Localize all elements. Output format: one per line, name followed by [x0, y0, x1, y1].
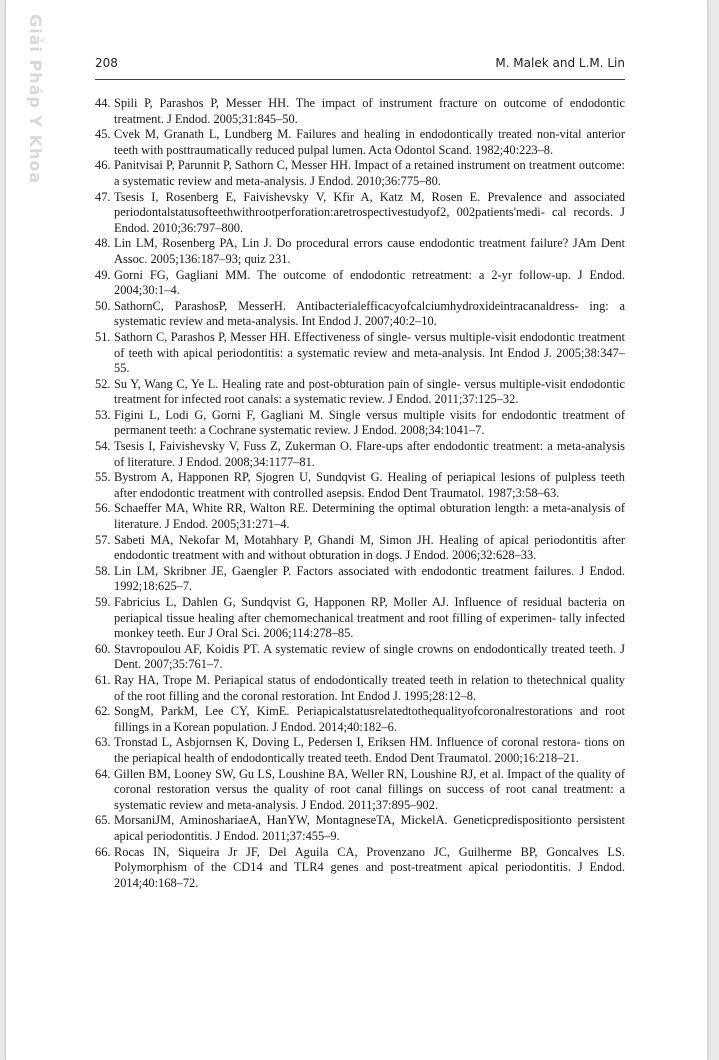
reference-item: [95, 767, 625, 814]
reference-number: 49.: [95, 267, 111, 282]
reference-text: Spili P, Parashos P, Messer HH. The impact of instrument fracture on outcome of endodontic treatment. J Endod. 2005;31:845–50.: [114, 96, 625, 126]
header-divider: [95, 79, 625, 80]
reference-item: [95, 735, 625, 766]
reference-text: Rocas IN, Siqueira Jr JF, Del Aguila CA, Provenzano JC, Guilherme BP, Goncalves LS. Polymorphism of the CD14 and TLR4 genes and post-treatment apical periodontitis. J Endod. 2014;40:168–72.: [114, 844, 625, 890]
reference-item: [95, 533, 625, 564]
reference-text: MorsaniJM, AminoshariaeA, HanYW, MontagneseTA, MickelA. Geneticpredispositionto persistent apical periodontitis. J Endod. 2011;37:455–9.: [114, 813, 625, 843]
reference-item: [95, 704, 625, 735]
page-number: 208: [95, 56, 118, 70]
reference-text: SathornC, ParashosP, MesserH. Antibacterialefficacyofcalciumhydroxideintracanaldress- ing: a systematic review and meta-analysis. Int Endod J. 2007;40:2–10.: [114, 298, 625, 329]
reference-number: 61.: [95, 672, 111, 687]
reference-item: [95, 127, 625, 158]
reference-item: [95, 470, 625, 501]
reference-list: [95, 96, 625, 891]
reference-item: [95, 845, 625, 892]
reference-number: 65.: [95, 813, 111, 828]
reference-number: 48.: [95, 236, 111, 251]
reference-item: [95, 190, 625, 237]
reference-number: 60.: [95, 641, 111, 656]
reference-number: 55.: [95, 470, 111, 485]
reference-item: [95, 642, 625, 673]
reference-text: Cvek M, Granath L, Lundberg M. Failures and healing in endodontically treated non-vital anterior teeth with posttraumatically reduced pulpal lumen. Acta Odontol Scand. 1982;40:223–8.: [114, 127, 625, 157]
reference-item: [95, 439, 625, 470]
reference-number: 52.: [95, 376, 111, 391]
reference-item: [95, 408, 625, 439]
reference-item: [95, 595, 625, 642]
reference-number: 44.: [95, 96, 111, 110]
document-page: [6, 0, 707, 1060]
reference-item: [95, 330, 625, 377]
reference-number: 59.: [95, 595, 111, 609]
reference-number: 58.: [95, 563, 111, 578]
reference-item: [95, 158, 625, 189]
reference-text: Su Y, Wang C, Ye L. Healing rate and post-obturation pain of single- versus multiple-visit endodontic treatment for infected root canals: a systematic review. J Endod. 2011;37:125–32.: [114, 376, 625, 407]
reference-number: 54.: [95, 439, 111, 454]
reference-item: [95, 501, 625, 532]
reference-number: 66.: [95, 844, 111, 859]
reference-text: Lin LM, Skribner JE, Gaengler P. Factors associated with endodontic treatment failures. J Endod. 1992;18:625–7.: [114, 563, 625, 594]
reference-text: Sabeti MA, Nekofar M, Motahhary P, Ghandi M, Simon JH. Healing of apical periodontitis after endodontic treatment with and without obturation in dogs. J Endod. 2006;32:628–33.: [114, 532, 625, 563]
reference-text: Fabricius L, Dahlen G, Sundqvist G, Happonen RP, Moller AJ. Influence of residual bacteria on periapical tissue healing after chemomechanical treatment and root filling of experimen- tally infected monkey teeth. Eur J Oral Sci. 2006;114:278–85.: [114, 595, 625, 641]
reference-text: Gillen BM, Looney SW, Gu LS, Loushine BA, Weller RN, Loushine RJ, et al. Impact of the quality of coronal restoration versus the quality of root canal fillings on success of root canal treatment: a systematic review and meta-analysis. J Endod. 2011;37:895–902.: [114, 766, 625, 812]
reference-number: 45.: [95, 127, 111, 142]
reference-text: Stavropoulou AF, Koidis PT. A systematic review of single crowns on endodontically treated teeth. J Dent. 2007;35:761–7.: [114, 641, 625, 672]
reference-number: 46.: [95, 158, 111, 173]
reference-number: 51.: [95, 329, 111, 344]
reference-number: 57.: [95, 532, 111, 547]
watermark: Giải Pháp Y Khoa: [26, 14, 45, 185]
reference-item: [95, 564, 625, 595]
reference-item: [95, 813, 625, 844]
reference-text: Tsesis I, Rosenberg E, Faivishevsky V, Kfir A, Katz M, Rosen E. Prevalence and associated periodontalstatusofteethwithrootperforation:aretrospectivestudyof2, 002patients'medi- cal records. J Endod. 2010;36:797–800.: [114, 189, 625, 235]
running-head: M. Malek and L.M. Lin: [495, 56, 625, 70]
reference-number: 50.: [95, 298, 111, 313]
reference-item: [95, 236, 625, 267]
reference-text: Lin LM, Rosenberg PA, Lin J. Do procedural errors cause endodontic treatment failure? JAm Dent Assoc. 2005;136:187–93; quiz 231.: [114, 236, 625, 266]
reference-number: 63.: [95, 735, 111, 750]
reference-text: Ray HA, Trope M. Periapical status of endodontically treated teeth in relation to thetechnical quality of the root filling and the coronal restoration. Int Endod J. 1995;28:12–8.: [114, 672, 625, 703]
reference-number: 56.: [95, 501, 111, 516]
reference-item: [95, 377, 625, 408]
reference-number: 62.: [95, 704, 111, 719]
reference-text: SongM, ParkM, Lee CY, KimE. Periapicalstatusrelatedtothequalityofcoronalrestorations and root fillings in a Korean population. J Endod. 2014;40:182–6.: [114, 704, 625, 734]
reference-text: Sathorn C, Parashos P, Messer HH. Effectiveness of single- versus multiple-visit endodontic treatment of teeth with apical periodontitis: a systematic review and meta-analysis. Int Endod J. 2005;38:347–55.: [114, 329, 625, 376]
reference-number: 53.: [95, 407, 111, 422]
reference-text: Bystrom A, Happonen RP, Sjogren U, Sundqvist G. Healing of periapical lesions of pulpless teeth after endodontic treatment with controlled asepsis. Endod Dent Traumatol. 1987;3:58–63.: [114, 470, 625, 500]
reference-text: Schaeffer MA, White RR, Walton RE. Determining the optimal obturation length: a meta-analysis of literature. J Endod. 2005;31:271–4.: [114, 501, 625, 532]
reference-text: Tronstad L, Asbjornsen K, Doving L, Pedersen I, Eriksen HM. Influence of coronal restora- tions on the periapical health of endodontically treated teeth. Endod Dent Traumatol. 2000;16:218–21.: [114, 735, 625, 765]
reference-text: Tsesis I, Faivishevsky V, Fuss Z, Zukerman O. Flare-ups after endodontic treatment: a meta-analysis of literature. J Endod. 2008;34:1177–81.: [114, 439, 625, 469]
reference-text: Panitvisai P, Parunnit P, Sathorn C, Messer HH. Impact of a retained instrument on treatment outcome: a systematic review and meta-analysis. J Endod. 2010;36:775–80.: [114, 158, 625, 188]
reference-number: 47.: [95, 189, 111, 204]
reference-text: Figini L, Lodi G, Gorni F, Gagliani M. Single versus multiple visits for endodontic treatment of permanent teeth: a Cochrane systematic review. J Endod. 2008;34:1041–7.: [114, 407, 625, 438]
reference-item: [95, 268, 625, 299]
reference-number: 64.: [95, 766, 111, 781]
reference-item: [95, 299, 625, 330]
reference-item: [95, 673, 625, 704]
reference-item: [95, 96, 625, 127]
reference-text: Gorni FG, Gagliani MM. The outcome of endodontic retreatment: a 2-yr follow-up. J Endod. 2004;30:1–4.: [114, 267, 625, 298]
